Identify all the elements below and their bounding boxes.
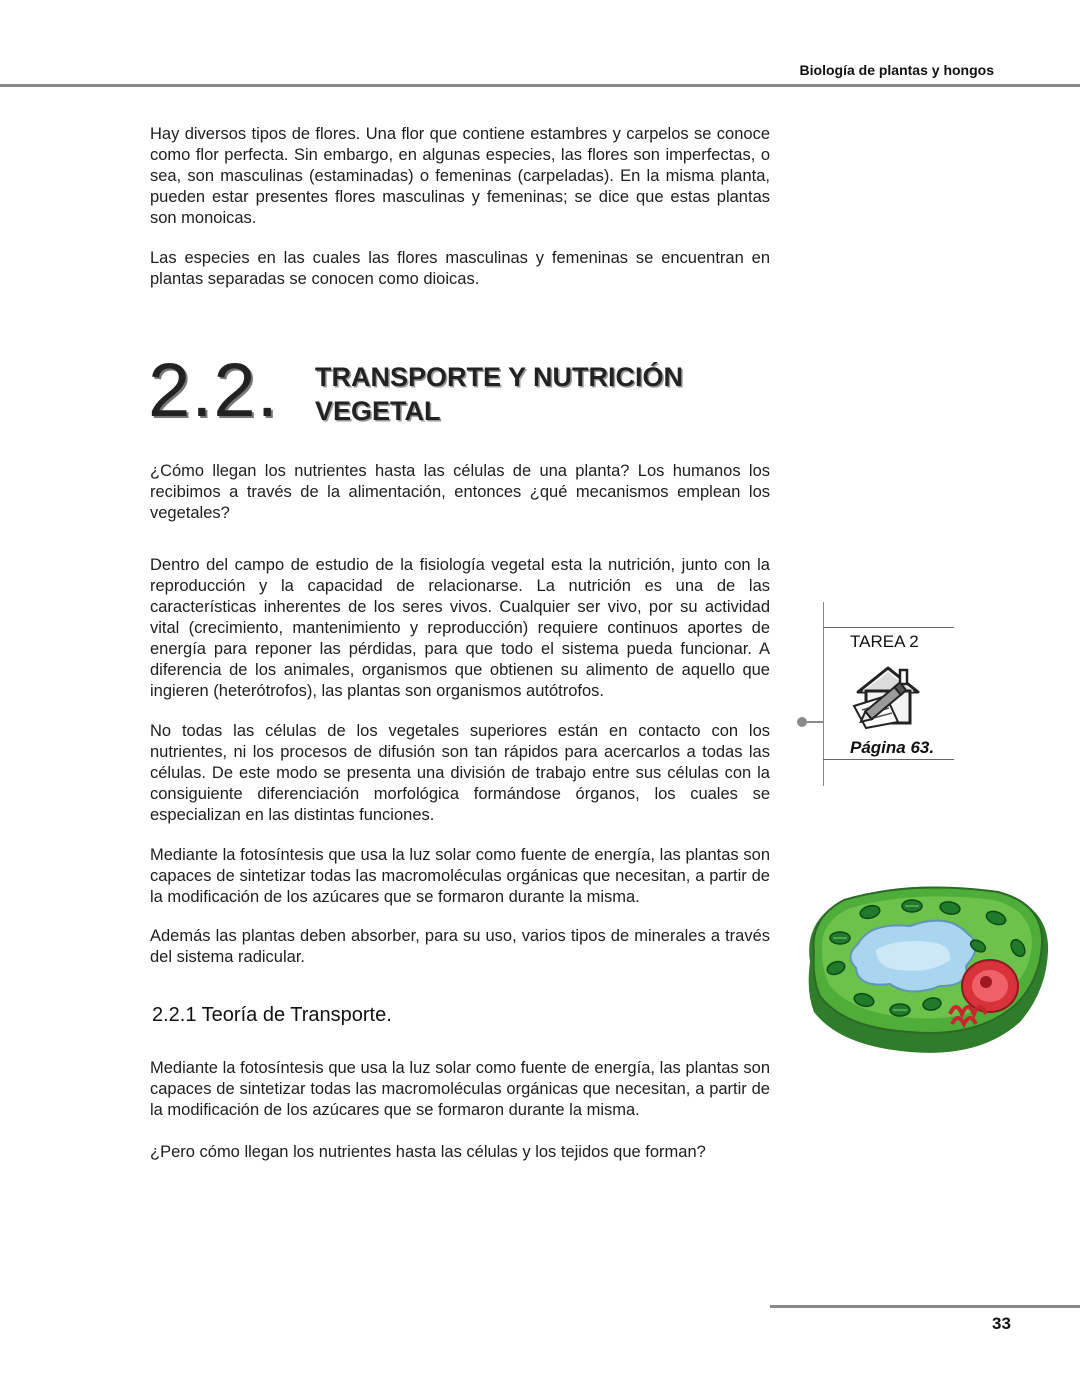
house-pencil-icon <box>846 662 930 735</box>
page-number: 33 <box>992 1314 1011 1333</box>
paragraph-transport-photosynthesis: Mediante la fotosíntesis que usa la luz solar como fuente de energía, las plantas son capaces de sintetizar todas las macromoléculas orgánicas que necesitan, a partir de la modificación de los azúcares que se formaron durante la misma. <box>150 1059 770 1119</box>
paragraph-minerals: Además las plantas deben absorber, para su uso, varios tipos de minerales a través del sistema radicular. <box>150 927 770 966</box>
header-rule <box>0 84 1080 87</box>
section-title-line2: VEGETAL <box>315 396 441 426</box>
paragraph-dioecious: Las especies en las cuales las flores masculinas y femeninas se encuentran en plantas separadas se conocen como dioicas. <box>150 249 770 288</box>
paragraph-cell-differentiation: No todas las células de los vegetales superiores están en contacto con los nutrientes, ni los procesos de difusión son tan rápidos para acercarlos a todas las células. De este modo se presenta una división de trabajo entre sus células con la consiguiente diferenciación morfológica formándose órganos, los cuales se especializan en las distintas funciones. <box>150 722 770 824</box>
sidebar-connector <box>806 721 823 723</box>
subsection-heading: 2.2.1 Teoría de Transporte. <box>152 1004 392 1026</box>
running-header: Biología de plantas y hongos <box>799 62 994 78</box>
paragraph-transport-question: ¿Pero cómo llegan los nutrientes hasta las células y los tejidos que forman? <box>150 1143 706 1161</box>
task-label: TAREA 2 <box>850 632 919 651</box>
section-title-line1: TRANSPORTE Y NUTRICIÓN <box>315 362 684 392</box>
paragraph-nutrition: Dentro del campo de estudio de la fisiología vegetal esta la nutrición, junto con la reproducción y la capacidad de relacionarse. La nutrición es una de las características inherentes de los seres vivos. Cualquier ser vivo, por su actividad vital (crecimiento, mantenimiento y reproducción) requiere continuos aportes de energía para reponer las pérdidas, para que todo el sistema pueda funcionar. A diferencia de los animales, organismos que obtienen su alimento de aquello que ingieren (heterótrofos), las plantas son organismos autótrofos. <box>150 556 770 700</box>
section-title <box>315 360 683 428</box>
sidebar-bottom-rule <box>823 759 954 760</box>
paragraph-flower-types: Hay diversos tipos de flores. Una flor que contiene estambres y carpelos se conoce como flor perfecta. Sin embargo, en algunas especies, las flores son imperfectas, o sea, son masculinas (estaminadas) o femeninas (carpeladas). En la misma planta, pueden estar presentes flores masculinas y femeninas; se dice que estas plantas son monoicas. <box>150 125 770 227</box>
plant-cell-illustration <box>800 882 1052 1069</box>
footer-rule <box>770 1305 1080 1308</box>
section-number: 2.2. <box>148 348 279 433</box>
sidebar-top-rule <box>823 627 954 628</box>
paragraph-intro-question: ¿Cómo llegan los nutrientes hasta las células de una planta? Los humanos los recibimos a través de la alimentación, entonces ¿qué mecanismos emplean los vegetales? <box>150 462 770 522</box>
paragraph-photosynthesis: Mediante la fotosíntesis que usa la luz solar como fuente de energía, las plantas son capaces de sintetizar todas las macromoléculas orgánicas que necesitan, a partir de la modificación de los azúcares que se formaron durante la misma. <box>150 846 770 906</box>
task-page-reference: Página 63. <box>850 738 935 757</box>
